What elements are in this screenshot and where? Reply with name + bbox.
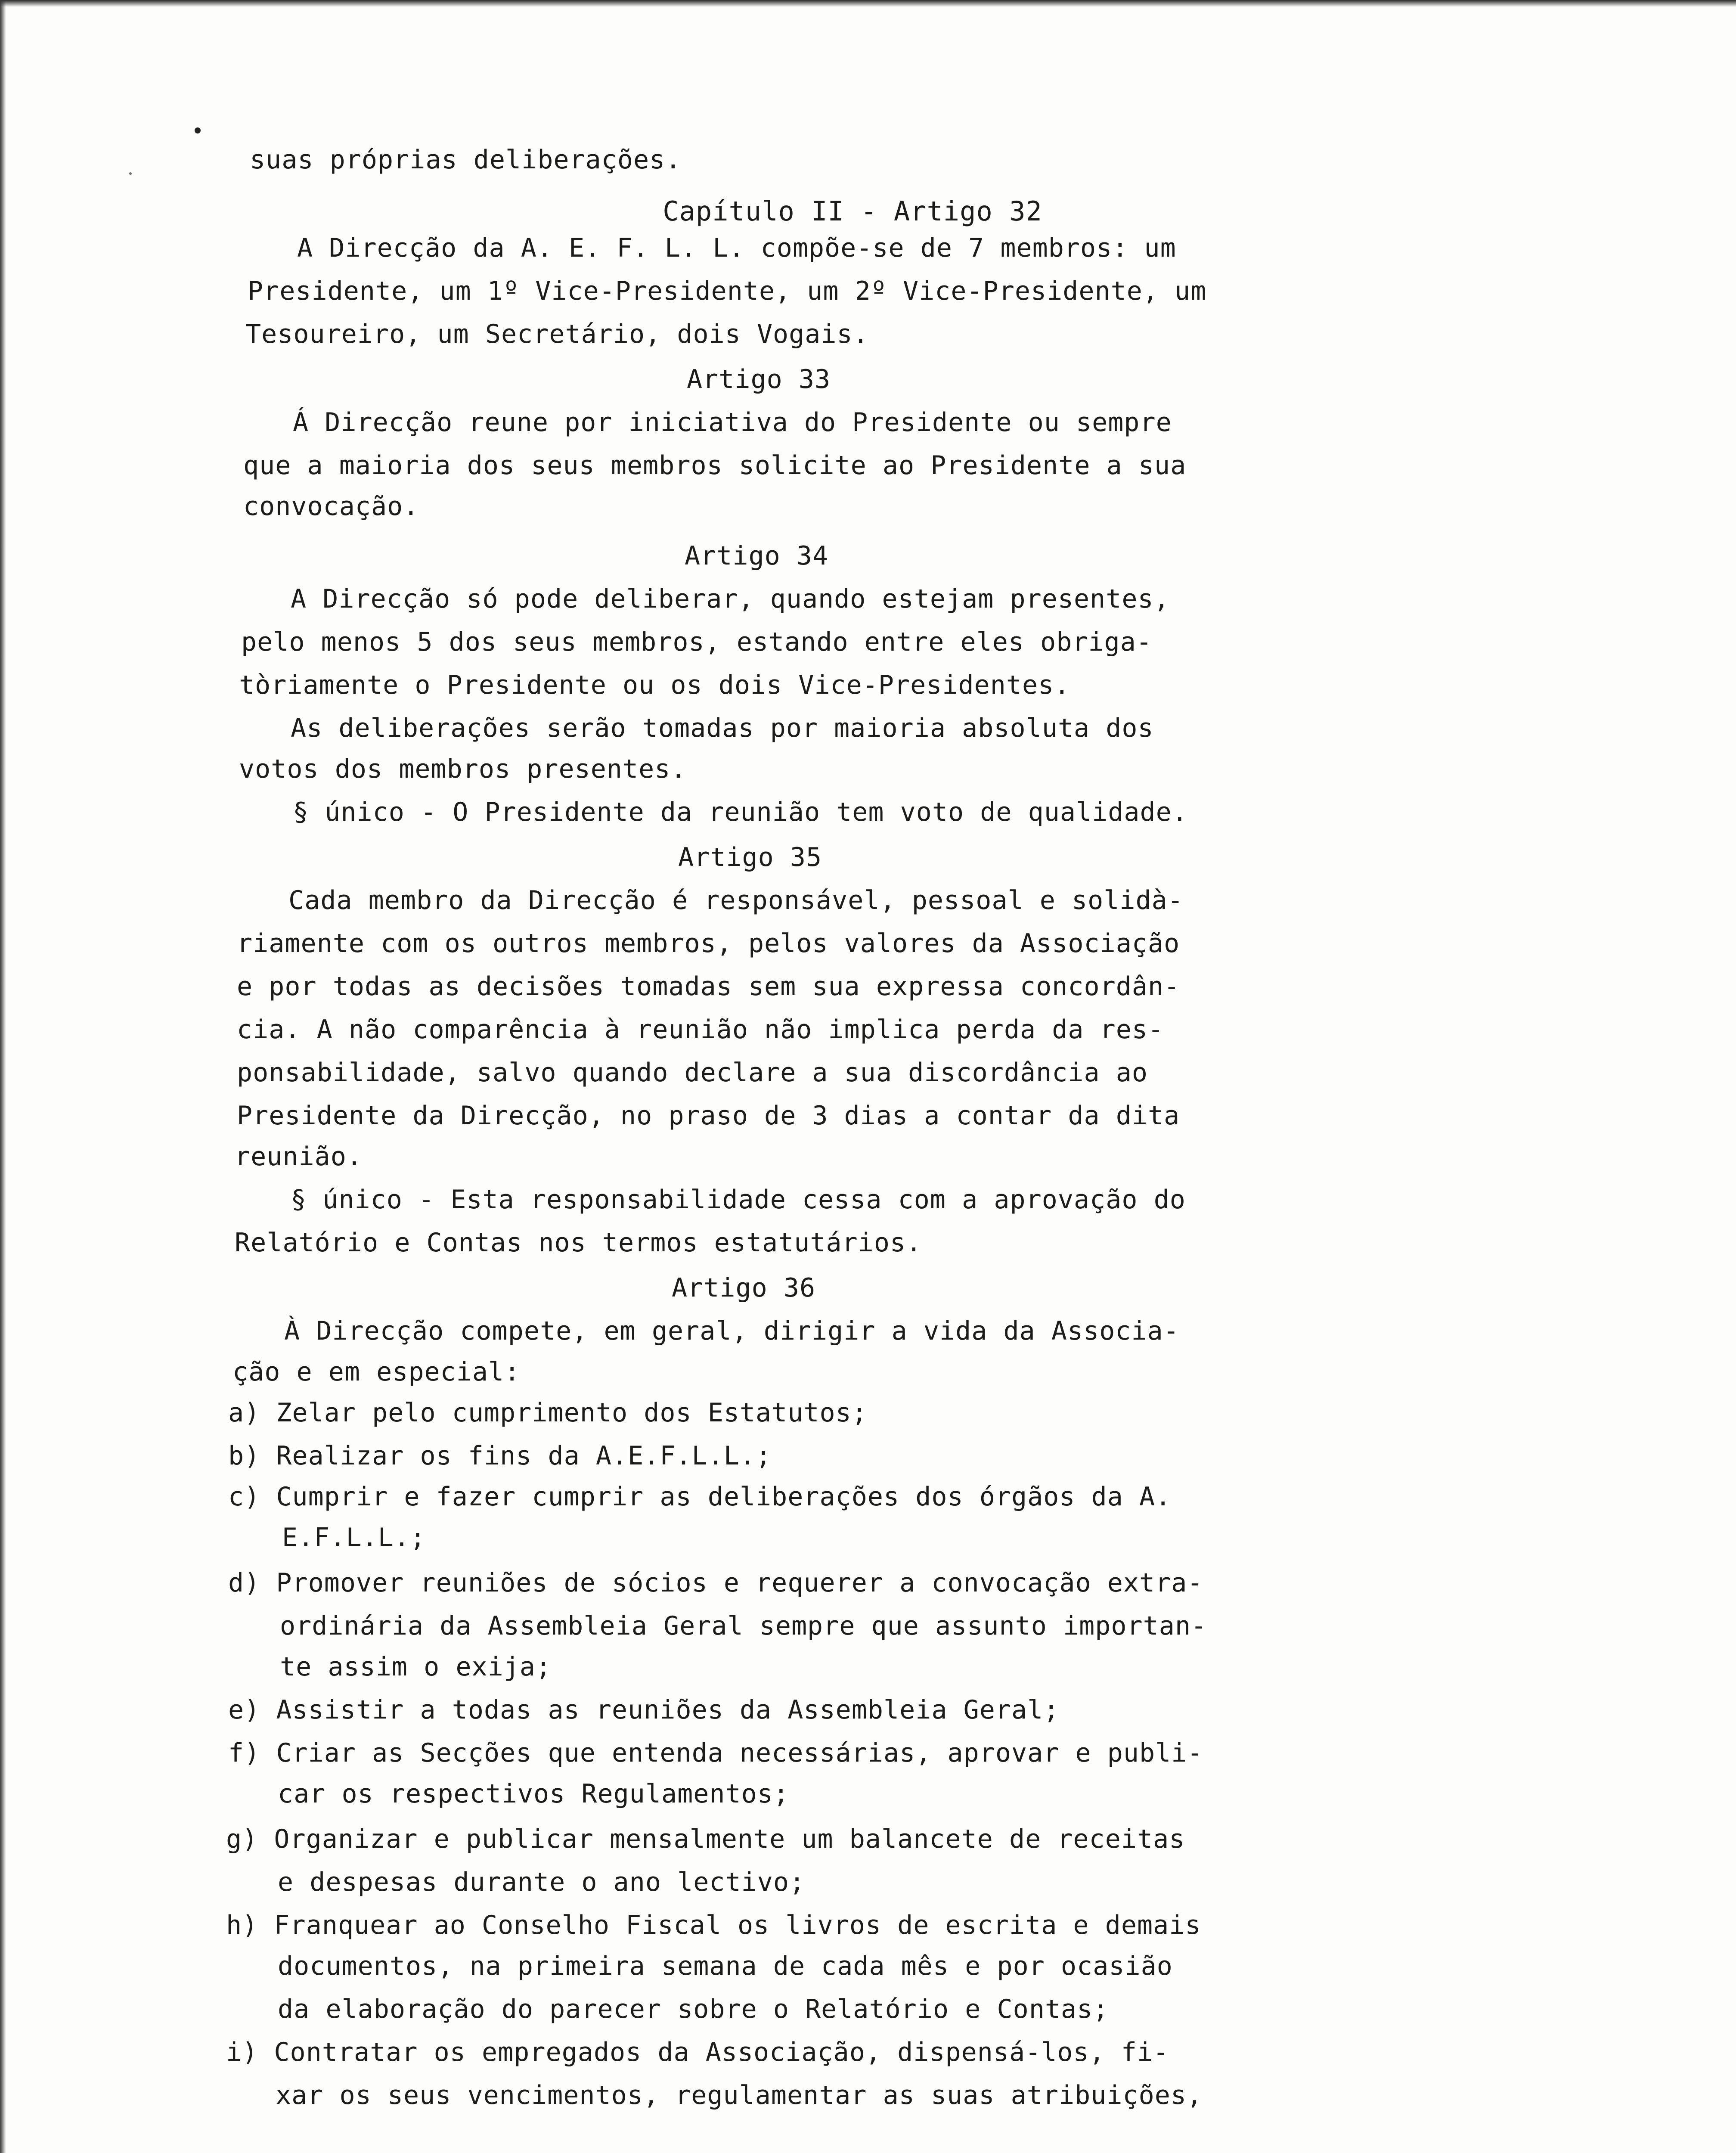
list-item-continuation: car os respectivos Regulamentos; xyxy=(278,1779,789,1809)
text-line: Presidente da Direcção, no praso de 3 dias a contar da dita xyxy=(237,1101,1180,1131)
text-line: reunião. xyxy=(235,1142,363,1172)
list-item: h) Franquear ao Conselho Fiscal os livros de escrita e demais xyxy=(226,1910,1201,1940)
article-heading: Artigo 33 xyxy=(687,364,831,394)
list-item: e) Assistir a todas as reuniões da Assembleia Geral; xyxy=(228,1695,1060,1725)
text-line: § único - O Presidente da reunião tem voto de qualidade. xyxy=(293,797,1188,827)
scan-edge-left xyxy=(0,0,6,2153)
text-line: pelo menos 5 dos seus membros, estando entre eles obriga- xyxy=(241,627,1153,657)
text-line: ção e em especial: xyxy=(232,1357,521,1387)
text-line: convocação. xyxy=(243,491,419,521)
text-line: Tesoureiro, um Secretário, dois Vogais. xyxy=(245,319,869,349)
text-line: cia. A não comparência à reunião não implica perda da res- xyxy=(237,1014,1164,1045)
text-line: suas próprias deliberações. xyxy=(250,145,682,175)
list-item-continuation: ordinária da Assembleia Geral sempre que assunto importan- xyxy=(280,1611,1207,1641)
text-line: A Direcção da A. E. F. L. L. compõe-se de 7 membros: um xyxy=(297,233,1176,263)
list-item: i) Contratar os empregados da Associação, dispensá-los, fi- xyxy=(226,2037,1169,2067)
text-line: riamente com os outros membros, pelos valores da Associação xyxy=(237,928,1180,959)
text-line: Presidente, um 1º Vice-Presidente, um 2º Vice-Presidente, um xyxy=(248,276,1207,306)
list-item-continuation: E.F.L.L.; xyxy=(282,1523,426,1553)
list-item: b) Realizar os fins da A.E.F.L.L.; xyxy=(228,1441,772,1471)
text-line: que a maioria dos seus membros solicite ao Presidente a sua xyxy=(243,450,1187,481)
text-line: A Direcção só pode deliberar, quando estejam presentes, xyxy=(291,584,1170,614)
text-line: tòriamente o Presidente ou os dois Vice-Presidentes. xyxy=(239,670,1070,700)
scan-dot xyxy=(195,127,201,133)
list-item: f) Criar as Secções que entenda necessárias, aprovar e publi- xyxy=(228,1738,1203,1768)
list-item: g) Organizar e publicar mensalmente um balancete de receitas xyxy=(226,1824,1185,1854)
scan-edge-top xyxy=(0,0,1736,7)
article-heading: Artigo 34 xyxy=(685,541,829,571)
list-item-continuation: e despesas durante o ano lectivo; xyxy=(278,1867,806,1897)
text-line: ponsabilidade, salvo quando declare a sua discordância ao xyxy=(237,1058,1148,1088)
text-line: As deliberações serão tomadas por maioria absoluta dos xyxy=(291,713,1154,743)
chapter-heading: Capítulo II - Artigo 32 xyxy=(663,195,1042,227)
article-heading: Artigo 36 xyxy=(672,1273,816,1303)
list-item: a) Zelar pelo cumprimento dos Estatutos; xyxy=(228,1398,868,1428)
list-item-continuation: te assim o exija; xyxy=(280,1652,552,1682)
article-heading: Artigo 35 xyxy=(678,842,822,872)
text-line: Relatório e Contas nos termos estatutários. xyxy=(235,1228,922,1258)
scan-speck xyxy=(129,172,132,175)
list-item-continuation: xar os seus vencimentos, regulamentar as suas atribuições, xyxy=(276,2080,1203,2110)
text-line: e por todas as decisões tomadas sem sua expressa concordân- xyxy=(237,971,1180,1002)
list-item: d) Promover reuniões de sócios e requerer a convocação extra- xyxy=(228,1568,1203,1598)
list-item-continuation: da elaboração do parecer sobre o Relatório e Contas; xyxy=(278,1994,1109,2024)
text-line: § único - Esta responsabilidade cessa com a aprovação do xyxy=(291,1185,1186,1215)
text-line: À Direcção compete, em geral, dirigir a vida da Associa- xyxy=(284,1316,1179,1346)
text-line: Á Direcção reune por iniciativa do Presidente ou sempre xyxy=(293,407,1172,437)
text-line: Cada membro da Direcção é responsável, pessoal e solidà- xyxy=(288,885,1184,915)
list-item-continuation: documentos, na primeira semana de cada mês e por ocasião xyxy=(278,1951,1173,1981)
text-line: votos dos membros presentes. xyxy=(239,754,687,784)
list-item: c) Cumprir e fazer cumprir as deliberações dos órgãos da A. xyxy=(228,1482,1172,1512)
